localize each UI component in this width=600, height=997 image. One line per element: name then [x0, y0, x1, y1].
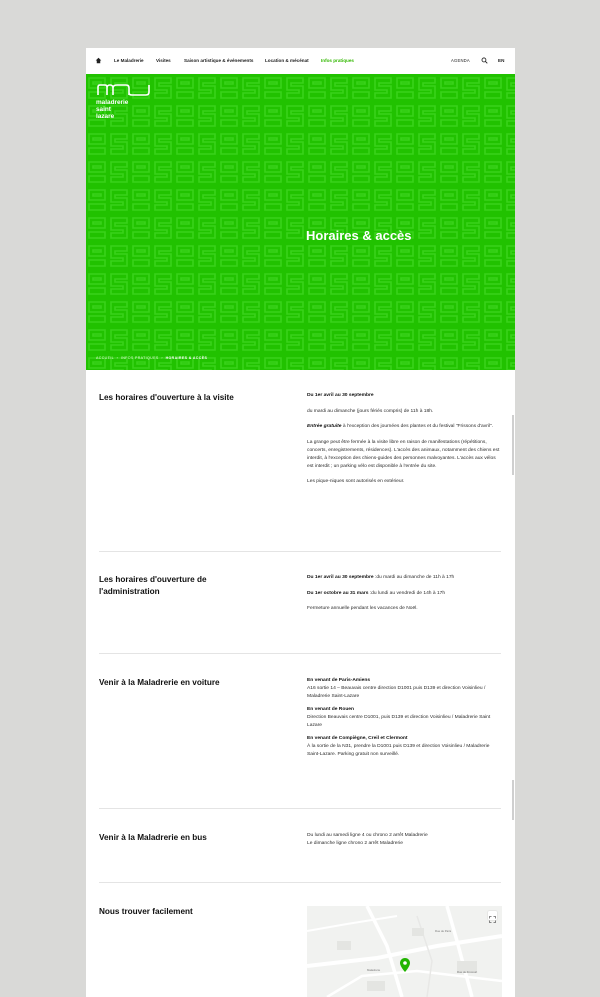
nav-item-infos-pratiques[interactable]: Infos pratiques [321, 58, 354, 63]
nav-item-saison[interactable]: Saison artistique & événements [184, 58, 254, 63]
visit-days: du mardi au dimanche (jours fériés compris) de 11h à 18h. [307, 408, 434, 414]
breadcrumb-separator: › [159, 356, 165, 360]
bus-line: Du lundi au samedi ligne 4 ou chrono 2 arrêt Maladrerie [307, 833, 428, 838]
divider [99, 653, 501, 654]
breadcrumb-infos[interactable]: INFOS PRATIQUES [120, 356, 159, 360]
route-text: Direction Beauvais centre D1001, puis D139 et direction Voisinlieu / Maladrerie Saint Lazare [307, 715, 491, 728]
language-switch[interactable]: EN [498, 58, 505, 63]
route-text: A16 sortie 14 – Beauvais centre direction D1001 puis D139 et direction Voisinlieu / Maladrerie Saint-Lazare [307, 686, 486, 699]
logo-line: lazare [96, 113, 115, 120]
scrollbar-thumb[interactable] [512, 780, 514, 820]
route-text: À la sortie de la N31, prendre la D1001 puis D139 et direction Voisinlieu / Maladrerie Saint-Lazare. Parking gratuit non surveillé. [307, 744, 490, 757]
section-title: Les horaires d'ouverture à la visite [99, 393, 234, 402]
section-title: Nous trouver facilement [99, 907, 193, 916]
section-title: Les horaires d'ouverture de l'administration [99, 575, 207, 596]
map-label: Maladrerie [367, 968, 381, 972]
page [86, 48, 515, 997]
map-pin-icon[interactable] [400, 958, 410, 972]
divider [99, 551, 501, 552]
free-entry-text: à l'exception des journées des plantes et du festival "Frissons d'avril". [341, 424, 494, 429]
divider [99, 882, 501, 883]
section-body [307, 677, 503, 767]
section-title: Venir à la Maladrerie en voiture [99, 678, 220, 687]
summer-text: :du mardi au dimanche de 11h à 17h [373, 575, 455, 580]
page-title: Horaires & accès [306, 228, 412, 243]
divider [99, 808, 501, 809]
picnic-text: Les pique-niques sont autorisés en extérieur. [307, 479, 405, 484]
route-from: En venant de Compiègne, Creil et Clermont [307, 736, 408, 741]
map-roads [307, 906, 502, 997]
hero-banner [86, 74, 515, 370]
home-icon[interactable] [95, 57, 102, 64]
fullscreen-button[interactable] [488, 911, 497, 920]
breadcrumb-home[interactable]: ACCUEIL [96, 356, 114, 360]
breadcrumb-current: HORAIRES & ACCÈS [165, 356, 208, 360]
nav-item-visites[interactable]: Visites [156, 58, 171, 63]
map[interactable] [307, 906, 502, 997]
hero-pattern [86, 74, 515, 370]
section-title: Venir à la Maladrerie en bus [99, 833, 207, 842]
scrollbar-thumb[interactable] [512, 415, 514, 475]
section-body [307, 392, 503, 494]
logo-icon[interactable] [96, 84, 158, 97]
summer-label: Du 1er avril au 30 septembre [307, 575, 374, 580]
route-from: En venant de Rouen [307, 707, 355, 712]
route-from: En venant de Paris-Amiens [307, 678, 371, 683]
winter-label: Du 1er octobre au 31 mars [307, 590, 369, 596]
section-body [307, 574, 503, 621]
closure-text: La grange peut être fermée à la visite libre en raison de manifestations (répétitions, concerts, enregistrements, résidences). L'accès des animaux, notamment des chiens est interdit, à l'exception des chiens-guides des personnes malvoyantes. L'accès aux vélos est interdit ; un parking vélo est disponible à l'entrée du site. [307, 439, 500, 469]
breadcrumb [96, 356, 207, 360]
map-label: Rue de Paris [435, 929, 452, 933]
bus-line: Le dimanche ligne chrono 2 arrêt Maladrerie [307, 841, 403, 846]
logo-line: saint [96, 106, 111, 113]
nav-item-la-maladrerie[interactable]: Le Maladrerie [114, 58, 144, 63]
nav-item-location[interactable]: Location & mécénat [265, 58, 309, 63]
search-icon[interactable] [481, 57, 488, 64]
logo-text [96, 99, 128, 120]
agenda-link[interactable]: AGENDA [451, 58, 470, 63]
fullscreen-icon [488, 915, 497, 924]
winter-text: :du lundi au vendredi de 14h à 17h [368, 590, 446, 596]
free-entry-label: Entrée gratuite [307, 424, 342, 429]
map-label: Rue de Frocourt [457, 970, 478, 974]
breadcrumb-separator: › [115, 356, 120, 360]
top-nav [86, 48, 515, 74]
logo-line: maladrerie [96, 99, 129, 106]
period-label: Du 1er avril au 30 septembre [307, 393, 374, 398]
annual-closure: Fermeture annuelle pendant les vacances de Noël. [307, 606, 418, 611]
section-body [307, 832, 503, 848]
